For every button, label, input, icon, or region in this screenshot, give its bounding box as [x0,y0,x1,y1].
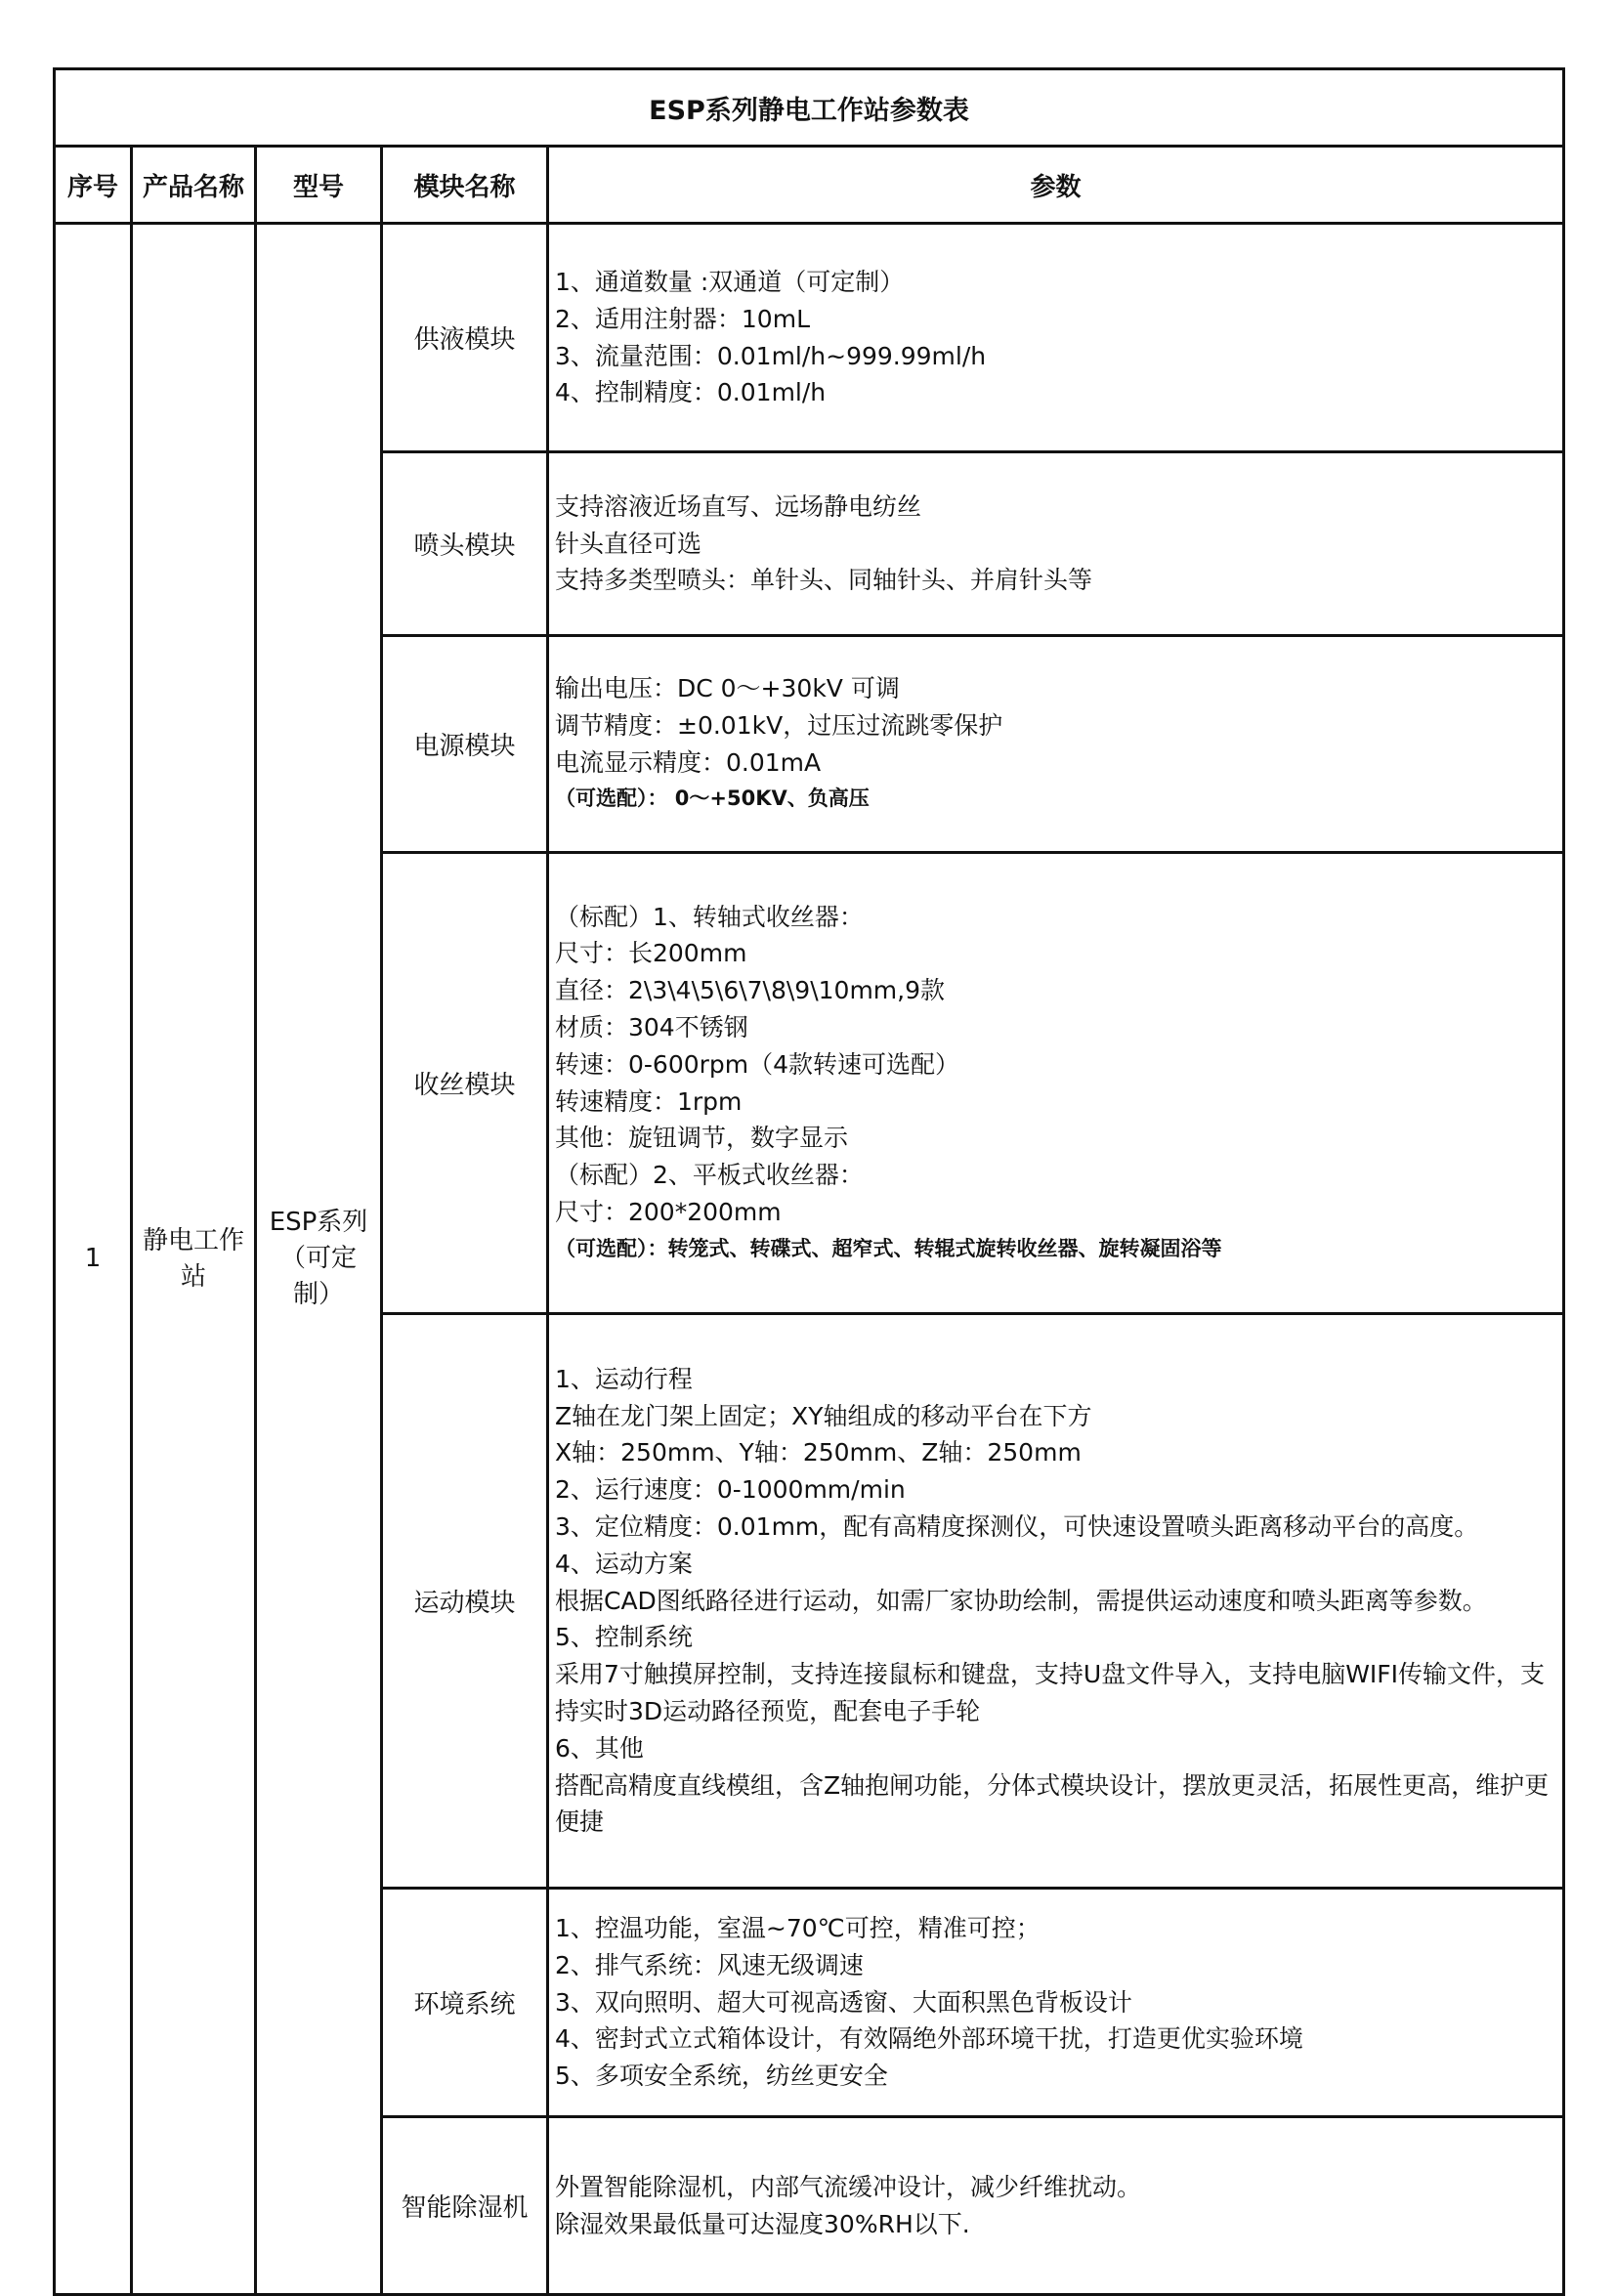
param-line: 除湿效果最低量可达湿度30%RH以下. [555,2209,970,2238]
module-name: 智能除湿机 [382,2117,548,2295]
header-index: 序号 [55,147,132,224]
param-line: 输出电压：DC 0～+30kV 可调 [555,673,900,702]
param-line: （标配）2、平板式收丝器： [555,1161,864,1190]
param-line: 2、运行速度：0-1000mm/min [555,1475,906,1505]
model-name-line: ESP系列 [269,1208,368,1237]
header-params: 参数 [548,147,1564,224]
param-line: 1、控温功能，室温~70℃可控，精准可控； [555,1914,1041,1942]
param-line: 2、排气系统：风速无级调速 [555,1950,864,1979]
param-optional-line: （可选配）： 0～+50KV、负高压 [555,787,870,811]
param-line: 尺寸：200*200mm [555,1197,782,1226]
param-line: 5、控制系统 [555,1623,693,1652]
param-line: 转速：0-600rpm（4款转速可选配） [555,1049,960,1079]
param-line: 其他：旋钮调节，数字显示 [555,1124,849,1153]
param-line: 外置智能除湿机，内部气流缓冲设计，减少纤维扰动。 [555,2172,1142,2201]
spec-table [53,67,1565,2296]
param-line: 尺寸：长200mm [555,939,747,968]
row-index: 1 [55,224,132,2295]
header-model: 型号 [256,147,382,224]
param-line: 3、双向照明、超大可视高透窗、大面积黑色背板设计 [555,1987,1132,2017]
param-line: （标配）1、转轴式收丝器： [555,902,864,931]
param-line: Z轴在龙门架上固定；XY轴组成的移动平台在下方 [555,1401,1092,1430]
module-params [548,1889,1564,2117]
model-name-line: （可定 [279,1244,357,1273]
model-name-line: 制） [292,1280,344,1309]
param-line: 直径：2\3\4\5\6\7\8\9\10mm,9款 [555,976,945,1005]
param-line: 转速精度：1rpm [555,1086,743,1116]
header-module: 模块名称 [382,147,548,224]
module-params [548,853,1564,1314]
param-line: 6、其他 [555,1733,644,1763]
model-name [256,224,382,2295]
param-line: 根据CAD图纸路径进行运动，如需厂家协助绘制，需提供运动速度和喷头距离等参数。 [555,1586,1487,1615]
module-name: 环境系统 [382,1889,548,2117]
param-line: 电流显示精度：0.01mA [555,747,822,777]
product-name-line: 站 [180,1261,206,1292]
table-title: ESP系列静电工作站参数表 [55,69,1564,147]
param-line: 调节精度：±0.01kV，过压过流跳零保护 [555,710,1003,740]
product-name [132,224,256,2295]
param-line: 支持溶液近场直写、远场静电纺丝 [555,491,922,521]
param-optional-line: （可选配）：转笼式、转碟式、超窄式、转辊式旋转收丝器、旋转凝固浴等 [555,1236,1222,1260]
module-params [548,636,1564,853]
product-name-line: 静电工作 [142,1225,244,1255]
module-name: 喷头模块 [382,452,548,636]
param-line: 3、定位精度：0.01mm，配有高精度探测仪，可快速设置喷头距离移动平台的高度。 [555,1512,1479,1541]
param-line: 4、运动方案 [555,1549,693,1578]
param-line: 4、控制精度：0.01ml/h [555,378,827,407]
param-line: 2、适用注射器：10mL [555,304,810,333]
module-name: 供液模块 [382,224,548,452]
param-line: 搭配高精度直线模组，含Z轴抱闸功能，分体式模块设计，摆放更灵活，拓展性更高，维护更便捷 [555,1770,1550,1837]
param-line: 4、密封式立式箱体设计，有效隔绝外部环境干扰，打造更优实验环境 [555,2024,1303,2054]
param-line: X轴：250mm、Y轴：250mm、Z轴：250mm [555,1438,1082,1467]
param-line: 1、通道数量 :双通道（可定制） [555,267,905,296]
header-product: 产品名称 [132,147,256,224]
module-name: 电源模块 [382,636,548,853]
module-params [548,452,1564,636]
module-name: 运动模块 [382,1314,548,1889]
param-line: 针头直径可选 [555,529,702,558]
param-line: 5、多项安全系统，纺丝更安全 [555,2062,888,2091]
module-name: 收丝模块 [382,853,548,1314]
param-line: 1、运动行程 [555,1364,693,1393]
module-params [548,1314,1564,1889]
table-row [55,224,1564,452]
module-params [548,2117,1564,2295]
module-params [548,224,1564,452]
param-line: 3、流量范围：0.01ml/h~999.99ml/h [555,341,987,370]
param-line: 采用7寸触摸屏控制，支持连接鼠标和键盘，支持U盘文件导入，支持电脑WIFI传输文件，支持实时3D运动路径预览，配套电子手轮 [555,1660,1546,1725]
param-line: 材质：304不锈钢 [555,1012,748,1042]
param-line: 支持多类型喷头：单针头、同轴针头、并肩针头等 [555,566,1093,595]
